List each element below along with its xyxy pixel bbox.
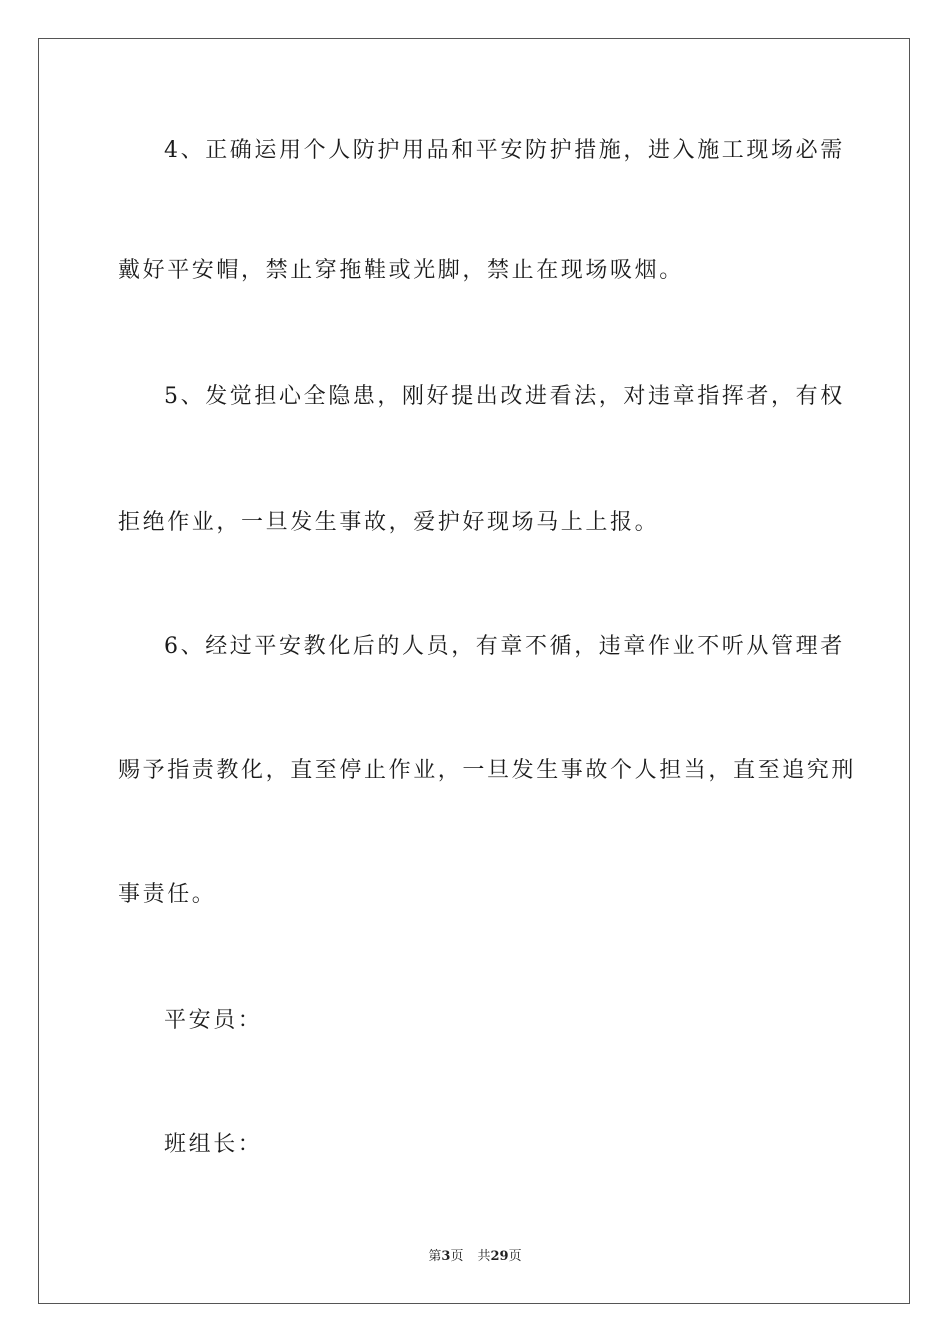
paragraph-6-line-2: 赐予指责教化，直至停止作业，一旦发生事故个人担当，直至追究刑 [118, 758, 857, 783]
team-leader-signature-label: 班组长： [164, 1132, 263, 1157]
page-footer [0, 1248, 950, 1266]
safety-officer-signature-label: 平安员： [164, 1008, 263, 1033]
page-prefix: 第 [428, 1249, 442, 1264]
page-border [38, 38, 910, 1304]
paragraph-5-line-1: 5、发觉担心全隐患，刚好提出改进看法，对违章指挥者，有权 [164, 384, 845, 409]
page-suffix: 页 [450, 1249, 464, 1264]
paragraph-4-line-2: 戴好平安帽，禁止穿拖鞋或光脚，禁止在现场吸烟。 [118, 258, 684, 283]
total-pages: 29 [490, 1249, 509, 1264]
page-number: 3 [441, 1249, 451, 1264]
total-suffix: 页 [508, 1249, 522, 1264]
paragraph-5-line-2: 拒绝作业，一旦发生事故，爱护好现场马上上报。 [118, 510, 660, 535]
paragraph-4-line-1: 4、正确运用个人防护用品和平安防护措施，进入施工现场必需 [164, 138, 845, 163]
paragraph-6-line-1: 6、经过平安教化后的人员，有章不循，违章作业不听从管理者 [164, 634, 845, 659]
total-prefix: 共 [477, 1249, 491, 1264]
paragraph-6-line-3: 事责任。 [118, 882, 217, 907]
